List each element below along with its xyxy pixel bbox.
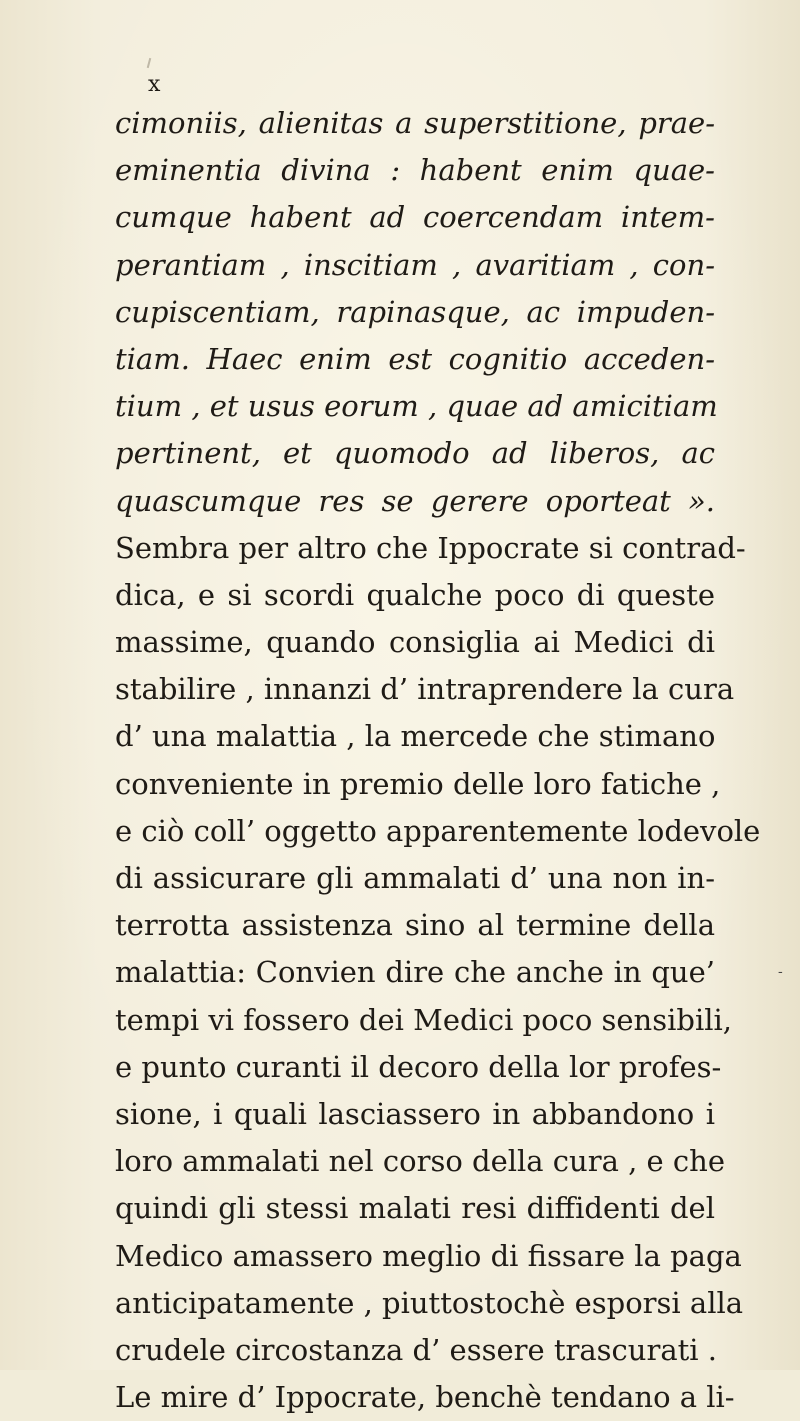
text-line: stabilire , innanzi d’ intraprendere la cura xyxy=(115,672,735,707)
text-line: conveniente in premio delle loro fatiche , xyxy=(115,766,721,801)
text-line: Le mire d’ Ippocrate, benchè tendano a li- xyxy=(115,1380,735,1415)
text-line: malattia: Convien dire che anche in que’ xyxy=(115,955,715,990)
text-line: cumque habent ad coercendam intem- xyxy=(115,200,715,235)
page-number: x xyxy=(148,72,161,97)
text-line: massime, quando consiglia ai Medici di xyxy=(115,625,715,660)
text-line: cupiscentiam, rapinasque, ac impuden- xyxy=(115,294,715,329)
text-line: di assicurare gli ammalati d’ una non in- xyxy=(115,861,715,895)
body-text xyxy=(115,100,761,1421)
text-line: d’ una malattia , la mercede che stimano xyxy=(115,719,716,754)
text-line: anticipatamente , piuttostochè esporsi alla xyxy=(115,1285,744,1320)
text-line: tempi vi fossero dei Medici poco sensibili, xyxy=(115,1002,732,1037)
text-line: terrotta assistenza sino al termine della xyxy=(115,908,715,943)
text-line: tiam. Haec enim est cognitio acceden- xyxy=(115,341,715,376)
text-line: tium , et usus eorum , quae ad amicitiam xyxy=(115,389,718,424)
text-line: dica, e si scordi qualche poco di queste xyxy=(115,577,715,612)
text-line: pertinent, et quomodo ad liberos, ac xyxy=(115,436,715,471)
text-line: crudele circostanza d’ essere trascurati . xyxy=(115,1332,717,1367)
text-line: eminentia divina : habent enim quae- xyxy=(115,153,715,188)
text-line: quascumque res se gerere oporteat ». xyxy=(115,483,715,518)
text-line: Sembra per altro che Ippocrate si contrad- xyxy=(115,530,746,565)
ink-speck xyxy=(147,58,152,68)
text-line: perantiam , inscitiam , avaritiam , con- xyxy=(115,247,715,282)
text-line: sione, i quali lasciassero in abbandono i xyxy=(115,1096,715,1131)
text-line: Medico amassero meglio di fissare la paga xyxy=(115,1238,742,1273)
text-line: loro ammalati nel corso della cura , e che xyxy=(115,1144,725,1179)
text-line: quindi gli stessi malati resi diffidenti del xyxy=(115,1191,715,1226)
text-line: cimoniis, alienitas a superstitione, prae- xyxy=(115,106,715,140)
text-line: e ciò coll’ oggetto apparentemente lodevole xyxy=(115,813,761,848)
margin-mark: - xyxy=(778,964,783,980)
text-line: e punto curanti il decoro della lor profes- xyxy=(115,1049,722,1084)
